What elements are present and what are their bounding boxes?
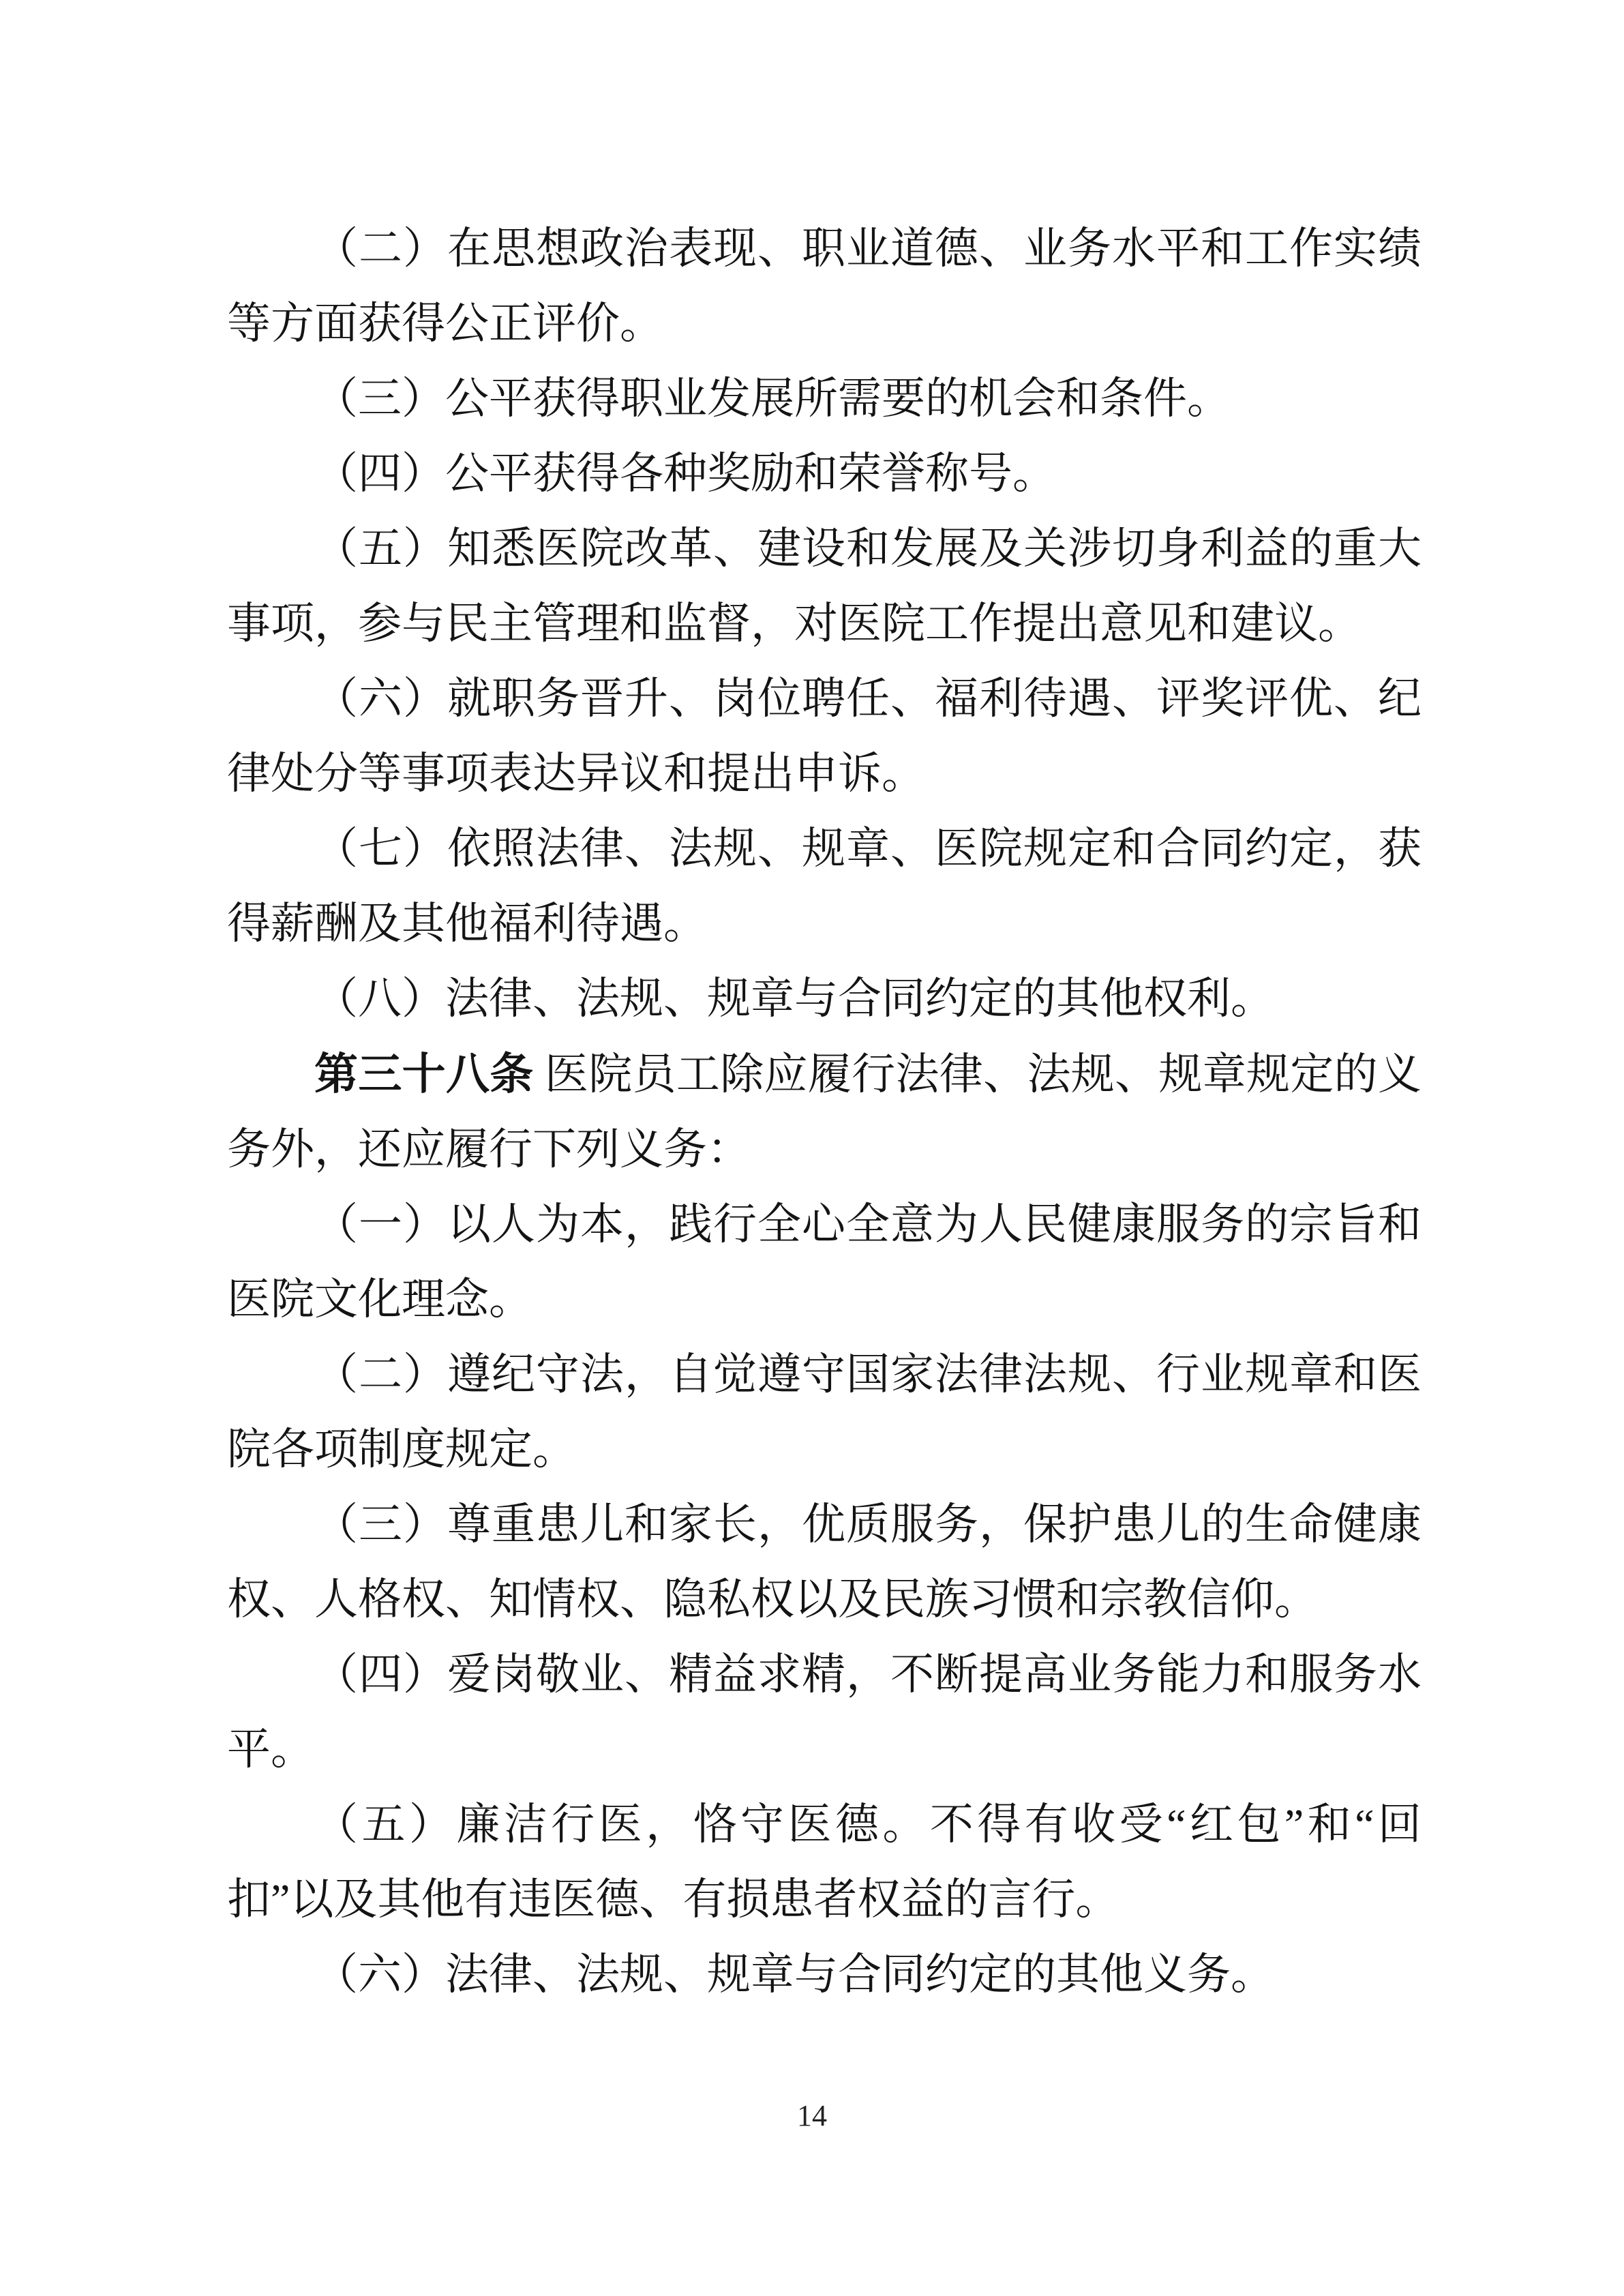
paragraph: （二）在思想政治表现、职业道德、业务水平和工作实绩等方面获得公正评价。 — [227, 224, 1422, 348]
paragraph: （八）法律、法规、规章与合同约定的其他权利。 — [314, 974, 1274, 1023]
page-number: 14 — [797, 2099, 827, 2132]
paragraph: （五）廉洁行医，恪守医德。不得有收受“红包”和“回扣”以及其他有违医德、有损患者权益的言行。 — [227, 1800, 1422, 1924]
article-number-heading: 第三十八条 — [314, 1049, 534, 1099]
paragraph: （七）依照法律、法规、规章、医院规定和合同约定，获得薪酬及其他福利待遇。 — [227, 824, 1422, 948]
paragraph: （六）法律、法规、规章与合同约定的其他义务。 — [314, 1950, 1274, 1999]
paragraph: （一）以人为本，践行全心全意为人民健康服务的宗旨和医院文化理念。 — [227, 1200, 1422, 1324]
paragraph: （四）爱岗敬业、精益求精，不断提高业务能力和服务水平。 — [227, 1650, 1422, 1774]
paragraph-article-38 — [227, 1037, 1422, 1187]
article-heading-text: 医院员工除应履行法律、法规、规章规定的义务外，还应履行下列义务： — [227, 1050, 1422, 1174]
document-body — [227, 211, 1422, 2012]
paragraph: （四）公平获得各种奖励和荣誉称号。 — [314, 449, 1056, 498]
paragraph: （二）遵纪守法，自觉遵守国家法律法规、行业规章和医院各项制度规定。 — [227, 1350, 1422, 1474]
paragraph: （三）尊重患儿和家长，优质服务，保护患儿的生命健康权、人格权、知情权、隐私权以及民族习惯和宗教信仰。 — [227, 1500, 1422, 1624]
paragraph: （五）知悉医院改革、建设和发展及关涉切身利益的重大事项，参与民主管理和监督，对医院工作提出意见和建议。 — [227, 524, 1422, 648]
paragraph: （三）公平获得职业发展所需要的机会和条件。 — [314, 374, 1231, 423]
paragraph: （六）就职务晋升、岗位聘任、福利待遇、评奖评优、纪律处分等事项表达异议和提出申诉。 — [227, 674, 1422, 798]
